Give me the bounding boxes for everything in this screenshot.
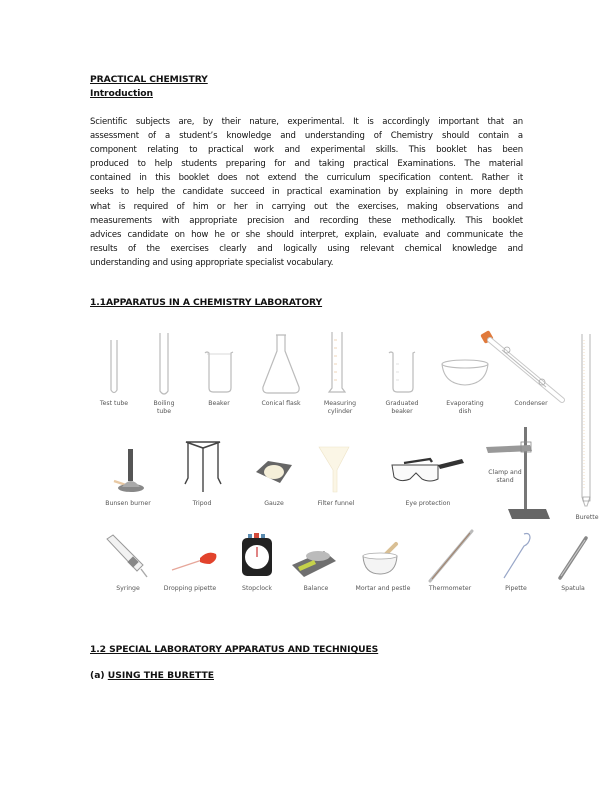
intro-line: produced to help students preparing for and taking practical Examinations. The material xyxy=(90,159,523,170)
caption-syringe: Syringe xyxy=(116,585,140,592)
gauze-icon xyxy=(254,459,294,485)
beaker-icon xyxy=(203,350,235,394)
conical-flask-icon xyxy=(260,333,302,395)
caption-evaporating-dish: Evaporating dish xyxy=(446,400,484,415)
dropping-pipette-icon xyxy=(170,548,220,574)
caption-boiling-tube: Boiling tube xyxy=(153,400,175,415)
condenser-icon xyxy=(480,330,570,405)
boiling-tube-icon xyxy=(157,331,171,397)
filter-funnel-icon xyxy=(317,444,351,494)
caption-bunsen-burner: Bunsen burner xyxy=(105,500,151,507)
document-title: PRACTICAL CHEMISTRY xyxy=(90,74,208,85)
caption-conical-flask: Conical flask xyxy=(261,400,301,407)
intro-line: contained in this booklet does not extend the curriculum specification content. Rather it xyxy=(90,173,523,184)
syringe-icon xyxy=(103,533,149,579)
balance-icon xyxy=(290,545,338,579)
caption-stopclock: Stopclock xyxy=(242,585,272,592)
graduated-beaker-icon xyxy=(387,350,417,394)
caption-filter-funnel: Filter funnel xyxy=(317,500,355,507)
caption-spatula: Spatula xyxy=(561,585,585,592)
burette-icon xyxy=(578,332,594,512)
subsection-a xyxy=(90,670,214,681)
thermometer-icon xyxy=(426,528,476,584)
spatula-icon xyxy=(556,535,590,581)
introduction-paragraph xyxy=(90,115,523,270)
pipette-icon xyxy=(500,530,534,582)
caption-measuring-cylinder: Measuring cylinder xyxy=(323,400,357,415)
intro-line: advices candidate on how he or she should interpret, explain, evaluate and communicate the xyxy=(90,229,523,240)
caption-test-tube: Test tube xyxy=(99,400,129,407)
caption-thermometer: Thermometer xyxy=(428,585,472,592)
stopclock-icon xyxy=(240,532,274,578)
intro-line: understanding and using appropriate specialist vocabulary. xyxy=(90,257,334,268)
intro-line: assessment of a student’s knowledge and understanding of Chemistry should contain a xyxy=(90,131,523,142)
subsection-a-prefix: (a) xyxy=(90,670,108,681)
section-1-1-heading: 1.1APPARATUS IN A CHEMISTRY LABORATORY xyxy=(90,297,323,308)
intro-line: Scientific subjects are, by their nature, experimental. It is accordingly important that an xyxy=(90,117,523,127)
introduction-heading: Introduction xyxy=(90,88,153,99)
eye-protection-icon xyxy=(390,455,466,485)
mortar-and-pestle-icon xyxy=(360,540,400,578)
caption-burette: Burette xyxy=(575,514,599,521)
measuring-cylinder-icon xyxy=(327,330,347,396)
caption-eye-protection: Eye protection xyxy=(405,500,451,507)
intro-line: component relating to practical work and experimental skills. This booklet has been xyxy=(90,145,523,156)
caption-beaker: Beaker xyxy=(208,400,230,407)
tripod-icon xyxy=(183,438,223,494)
intro-line: what is required of him or her in carrying out the exercises, making observations and xyxy=(90,201,523,212)
caption-tripod: Tripod xyxy=(192,500,212,507)
caption-graduated-beaker: Graduated beaker xyxy=(385,400,419,415)
intro-line: measurements with appropriate precision and recording these methodically. This booklet xyxy=(90,215,523,226)
caption-clamp-and-stand: Clamp and stand xyxy=(488,469,522,484)
caption-condenser: Condenser xyxy=(514,400,548,407)
intro-line: seeks to help the candidate succeed in practical examination by explaining in more depth xyxy=(90,187,523,198)
test-tube-icon xyxy=(108,338,120,396)
caption-pipette: Pipette xyxy=(505,585,527,592)
intro-line: results of the exercises clearly and logically using relevant chemical knowledge and xyxy=(90,243,523,254)
caption-gauze: Gauze xyxy=(264,500,284,507)
bunsen-burner-icon xyxy=(112,445,148,495)
caption-balance: Balance xyxy=(303,585,329,592)
subsection-a-heading: USING THE BURETTE xyxy=(107,670,214,681)
caption-dropping-pipette: Dropping pipette xyxy=(163,585,217,592)
section-1-2-heading: 1.2 SPECIAL LABORATORY APPARATUS AND TECHNIQUES xyxy=(90,644,379,655)
caption-mortar-and-pestle: Mortar and pestle xyxy=(355,585,411,592)
